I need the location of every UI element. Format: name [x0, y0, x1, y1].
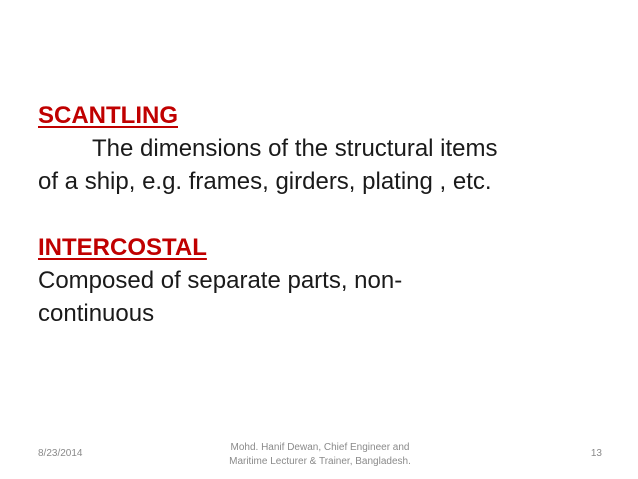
- footer-author: [200, 441, 440, 469]
- term-scantling: SCANTLING: [38, 102, 178, 129]
- term-heading-intercostal: [38, 231, 628, 264]
- footer-author-line-2: Maritime Lecturer & Trainer, Bangladesh.: [229, 456, 411, 467]
- spacer: [38, 198, 628, 231]
- footer-author-line-1: Mohd. Hanif Dewan, Chief Engineer and: [230, 442, 410, 453]
- page-number: 13: [590, 448, 602, 459]
- slide-content: [38, 99, 628, 330]
- term-heading-scantling: [38, 99, 628, 132]
- footer-date: 8/23/2014: [38, 448, 83, 459]
- definition-scantling-line-1: The dimensions of the structural items: [92, 135, 498, 162]
- definition-intercostal-line-1: Composed of separate parts, non-: [38, 267, 403, 294]
- definition-scantling-line-2: of a ship, e.g. frames, girders, plating , etc.: [38, 168, 492, 195]
- term-intercostal: INTERCOSTAL: [38, 234, 207, 261]
- definition-intercostal-line-2: continuous: [38, 300, 155, 327]
